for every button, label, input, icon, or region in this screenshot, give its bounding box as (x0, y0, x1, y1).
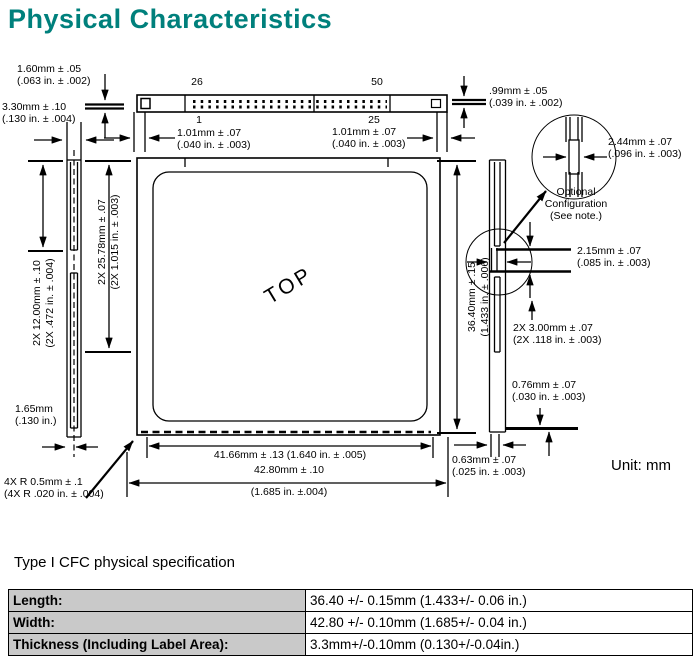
label-card-width-in: (1.685 in. ±.004) (250, 486, 328, 498)
label-lip-thickness: 0.76mm ± .07 (.030 in. ± .003) (512, 379, 586, 403)
dim-lip-thickness (505, 408, 578, 456)
spec-value-thickness: 3.3mm+/-0.10mm (0.130+/-0.04in.) (306, 634, 693, 656)
pin-number-50: 50 (371, 76, 383, 88)
label-pin-offset-right: 1.01mm ± .07 (.040 in. ± .003) (332, 126, 406, 150)
dim-edge-thickness-front (85, 74, 124, 138)
label-groove-length: 2X 12.00mm ± .10 (2X .472 in. ± .004) (31, 258, 56, 348)
label-card-width-mm: 42.80mm ± .10 (254, 464, 324, 476)
spec-label-width: Width: (9, 612, 306, 634)
detail-circle-optional-config (504, 115, 616, 243)
dim-edge-thickness-right (452, 76, 486, 128)
spec-row-width (9, 612, 693, 634)
spec-label-thickness: Thickness (Including Label Area): (9, 634, 306, 656)
label-pin-offset-left: 1.01mm ± .07 (.040 in. ± .003) (177, 127, 251, 151)
spec-label-length: Length: (9, 590, 306, 612)
page-title: Physical Characteristics (8, 4, 333, 34)
label-optional-config-width: 2.44mm ± .07 (.096 in. ± .003) (608, 136, 682, 160)
label-card-height: 36.40mm ± .15 (1.433 in. ± .006) (466, 257, 491, 337)
pin-number-26: 26 (191, 76, 203, 88)
dim-groove-length (28, 161, 63, 251)
label-grip-length: 2.15mm ± .07 (.085 in. ± .003) (577, 245, 651, 269)
pin-number-1: 1 (196, 114, 202, 126)
spec-table (8, 589, 693, 656)
label-interconnect-width: 41.66mm ± .13 (1.640 in. ± .005) (213, 449, 367, 461)
label-groove-span: 2X 25.78mm ± .07 (2X 1.015 in. ± .003) (96, 194, 121, 290)
leader-arrow-optional-config (504, 191, 546, 243)
spec-row-thickness (9, 634, 693, 656)
dim-pin-offset-right (407, 112, 475, 152)
label-grip-offset: 2X 3.00mm ± .07 (2X .118 in. ± .003) (513, 322, 602, 346)
label-edge-thickness-right: .99mm ± .05 (.039 in. ± .002) (489, 85, 563, 109)
spec-row-length (9, 590, 693, 612)
pin-number-25: 25 (368, 114, 380, 126)
label-groove-depth: 1.65mm (.130 in.) (15, 403, 57, 427)
label-edge-thickness-front: 1.60mm ± .05 (.063 in. ± .002) (17, 63, 91, 87)
label-corner-radius: 4X R 0.5mm ± .1 (4X R .020 in. ± .004) (4, 476, 104, 500)
unit-note: Unit: mm (611, 457, 671, 474)
card-face-top-label: TOP (260, 262, 317, 309)
connector-edge-view (137, 95, 447, 112)
left-side-view (67, 150, 81, 457)
spec-value-length: 36.40 +/- 0.15mm (1.433+/- 0.06 in.) (306, 590, 693, 612)
spec-table-caption: Type I CFC physical specification (14, 554, 235, 571)
dim-pin-offset-left (104, 112, 175, 152)
spec-value-width: 42.80 +/- 0.10mm (1.685+/- 0.04 in.) (306, 612, 693, 634)
label-body-thickness: 3.30mm ± .10 (.130 in. ± .004) (2, 101, 76, 125)
note-optional-configuration: Optional Configuration (See note.) (544, 186, 608, 222)
label-lip-offset: 0.63mm ± .07 (.025 in. ± .003) (452, 454, 526, 478)
